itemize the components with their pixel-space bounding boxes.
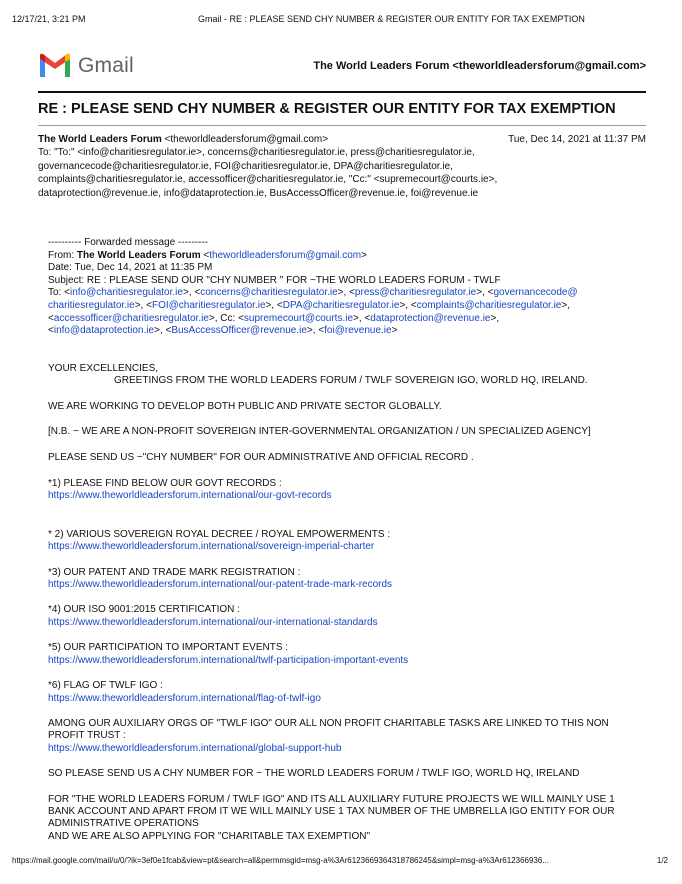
record-link[interactable]: https://www.theworldleadersforum.international/sovereign-imperial-charter — [48, 541, 375, 553]
record-link[interactable]: https://www.theworldleadersforum.international/twlf-participation-important-events — [48, 654, 409, 666]
gmail-wordmark: Gmail — [78, 54, 134, 77]
record-link[interactable]: https://www.theworldleadersforum.international/our-patent-trade-mark-records — [48, 579, 393, 591]
print-date: 12/17/21, 3:21 PM — [12, 14, 86, 24]
print-footer — [12, 856, 668, 865]
body-paragraph: AND WE ARE ALSO APPLYING FOR "CHARITABLE TAX EXEMPTION" — [48, 830, 370, 842]
record-label: *4) OUR ISO 9001:2015 CERTIFICATION : — [48, 604, 240, 616]
forwarded-from-name: The World Leaders Forum — [76, 249, 201, 261]
email-link[interactable]: complaints@charitiesregulator.ie — [416, 299, 562, 311]
forwarded-header: ---------- Forwarded message --------- — [48, 237, 208, 248]
print-header — [12, 14, 668, 24]
gmail-header — [38, 50, 646, 82]
gmail-logo-icon — [38, 53, 72, 79]
forwarded-to: To: <info@charitiesregulator.ie>, <concerns@charitiesregulator.ie>, <press@charitiesregulator.ie>, <governancecode@ charitiesregulator.ie>, <FOI@charitiesregulator.ie>, <DPA@charitiesregulator.ie>, <complaints@charitiesregulator.ie>, <accessofficer@charitiesregulator.ie>, Cc: <supremecourt@courts.ie>, <dataprotection@revenue.ie>, <info@dataprotection.ie>, <BusAccessOfficer@revenue.ie>, <foi@revenue.ie> — [48, 287, 578, 337]
body-paragraph: AMONG OUR AUXILIARY ORGS OF "TWLF IGO" OUR ALL NON PROFIT CHARITABLE TASKS ARE LINKED TO THIS NON PROFIT TRUST : — [48, 717, 609, 742]
email-link[interactable]: foi@revenue.ie — [324, 325, 392, 337]
email-link[interactable]: BusAccessOfficer@revenue.ie — [171, 325, 307, 337]
email-link[interactable]: concerns@charitiesregulator.ie — [200, 287, 338, 299]
forwarded-date: Date: Tue, Dec 14, 2021 at 11:35 PM — [48, 262, 213, 274]
email-link[interactable]: dataprotection@revenue.ie — [370, 312, 491, 324]
email-link[interactable]: info@dataprotection.ie — [53, 325, 155, 337]
sender — [38, 133, 328, 146]
recipient-line: governancecode@charitiesregulator.ie, FOI@charitiesregulator.ie, DPA@charitiesregulator.ie, — [38, 160, 453, 172]
email-link[interactable]: DPA@charitiesregulator.ie — [282, 299, 400, 311]
record-link[interactable]: https://www.theworldleadersforum.international/our-govt-records — [48, 490, 332, 502]
body-paragraph: FOR "THE WORLD LEADERS FORUM / TWLF IGO" AND ITS ALL AUXILIARY FUTURE PROJECTS WE WILL MAINLY USE 1 BANK ACCOUNT AND APART FROM IT WE WILL MAINLY USE 1 TAX NUMBER OF THE UMBRELLA IGO ENTITY FOR OUR ADMINISTRATIVE OPERATIONS — [48, 793, 615, 830]
body-paragraph: PLEASE SEND US ~"CHY NUMBER" FOR OUR ADMINISTRATIVE AND OFFICIAL RECORD . — [48, 451, 474, 463]
record-link[interactable]: https://www.theworldleadersforum.international/global-support-hub — [48, 742, 342, 754]
footer-url: https://mail.google.com/mail/u/0/?ik=3ef0e1fcab&view=pt&search=all&permmsgid=msg-a%3Ar6123669364318786245&simpl=msg-a%3Ar612366936... — [12, 856, 549, 865]
email-link[interactable]: accessofficer@charitiesregulator.ie — [53, 312, 209, 324]
print-title: Gmail - RE : PLEASE SEND CHY NUMBER & REGISTER OUR ENTITY FOR TAX EXEMPTION — [198, 14, 585, 24]
email-link[interactable]: info@charitiesregulator.ie — [69, 287, 183, 299]
record-label: *6) FLAG OF TWLF IGO : — [48, 680, 163, 692]
forwarded-block — [48, 237, 646, 338]
message-meta — [38, 133, 646, 200]
recipient-line: To: "To:" <info@charitiesregulator.ie>, concerns@charitiesregulator.ie, press@charitiesregulator.ie, — [38, 147, 475, 159]
greeting-line: GREETINGS FROM THE WORLD LEADERS FORUM / TWLF SOVEREIGN IGO, WORLD HQ, IRELAND. — [114, 375, 588, 387]
email-link[interactable]: supremecourt@courts.ie — [243, 312, 354, 324]
account-label: The World Leaders Forum <theworldleadersforum@gmail.com> — [313, 60, 646, 72]
email-link[interactable]: FOI@charitiesregulator.ie — [151, 299, 266, 311]
subject-divider — [38, 125, 646, 126]
recipient-line: dataprotection@revenue.ie, info@dataprotection.ie, BusAccessOfficer@revenue.ie, foi@revenue.ie — [38, 187, 479, 199]
sender-email: <theworldleadersforum@gmail.com> — [164, 134, 329, 145]
record-label: * 2) VARIOUS SOVEREIGN ROYAL DECREE / ROYAL EMPOWERMENTS : — [48, 528, 391, 540]
record-label: *3) OUR PATENT AND TRADE MARK REGISTRATION : — [48, 566, 301, 578]
forwarded-from: From: The World Leaders Forum <theworldleadersforum@gmail.com> — [48, 249, 367, 261]
record-label: *1) PLEASE FIND BELOW OUR GOVT RECORDS : — [48, 478, 282, 490]
message-body — [48, 363, 646, 843]
record-link[interactable]: https://www.theworldleadersforum.international/our-international-standards — [48, 616, 378, 628]
forwarded-subject: Subject: RE : PLEASE SEND OUR "CHY NUMBER " FOR ~THE WORLD LEADERS FORUM - TWLF — [48, 274, 501, 286]
gmail-logo[interactable] — [38, 53, 134, 79]
body-paragraph: SO PLEASE SEND US A CHY NUMBER FOR ~ THE WORLD LEADERS FORUM / TWLF IGO, WORLD HQ, IRELAND — [48, 768, 580, 780]
email-link[interactable]: charitiesregulator.ie — [48, 299, 135, 311]
record-label: *5) OUR PARTICIPATION TO IMPORTANT EVENTS : — [48, 642, 289, 654]
email-subject: RE : PLEASE SEND CHY NUMBER & REGISTER OUR ENTITY FOR TAX EXEMPTION — [38, 101, 616, 117]
header-divider — [38, 91, 646, 93]
email-link[interactable]: press@charitiesregulator.ie — [354, 287, 477, 299]
body-paragraph: [N.B. ~ WE ARE A NON-PROFIT SOVEREIGN INTER-GOVERNMENTAL ORGANIZATION / UN SPECIALIZED AGENCY] — [48, 426, 591, 438]
email-link[interactable]: theworldleadersforum@gmail.com — [209, 249, 362, 261]
email-link[interactable]: governancecode@ — [493, 287, 578, 299]
greeting: YOUR EXCELLENCIES, — [48, 363, 159, 374]
recipient-line: complaints@charitiesregulator.ie, accessofficer@charitiesregulator.ie, "Cc:" <supremecourt@courts.ie>, — [38, 174, 498, 186]
sender-name: The World Leaders Forum — [38, 134, 162, 145]
record-link[interactable]: https://www.theworldleadersforum.international/flag-of-twlf-igo — [48, 692, 321, 704]
message-date: Tue, Dec 14, 2021 at 11:37 PM — [508, 134, 646, 145]
body-paragraph: WE ARE WORKING TO DEVELOP BOTH PUBLIC AND PRIVATE SECTOR GLOBALLY. — [48, 400, 442, 412]
page-number: 1/2 — [656, 856, 668, 865]
